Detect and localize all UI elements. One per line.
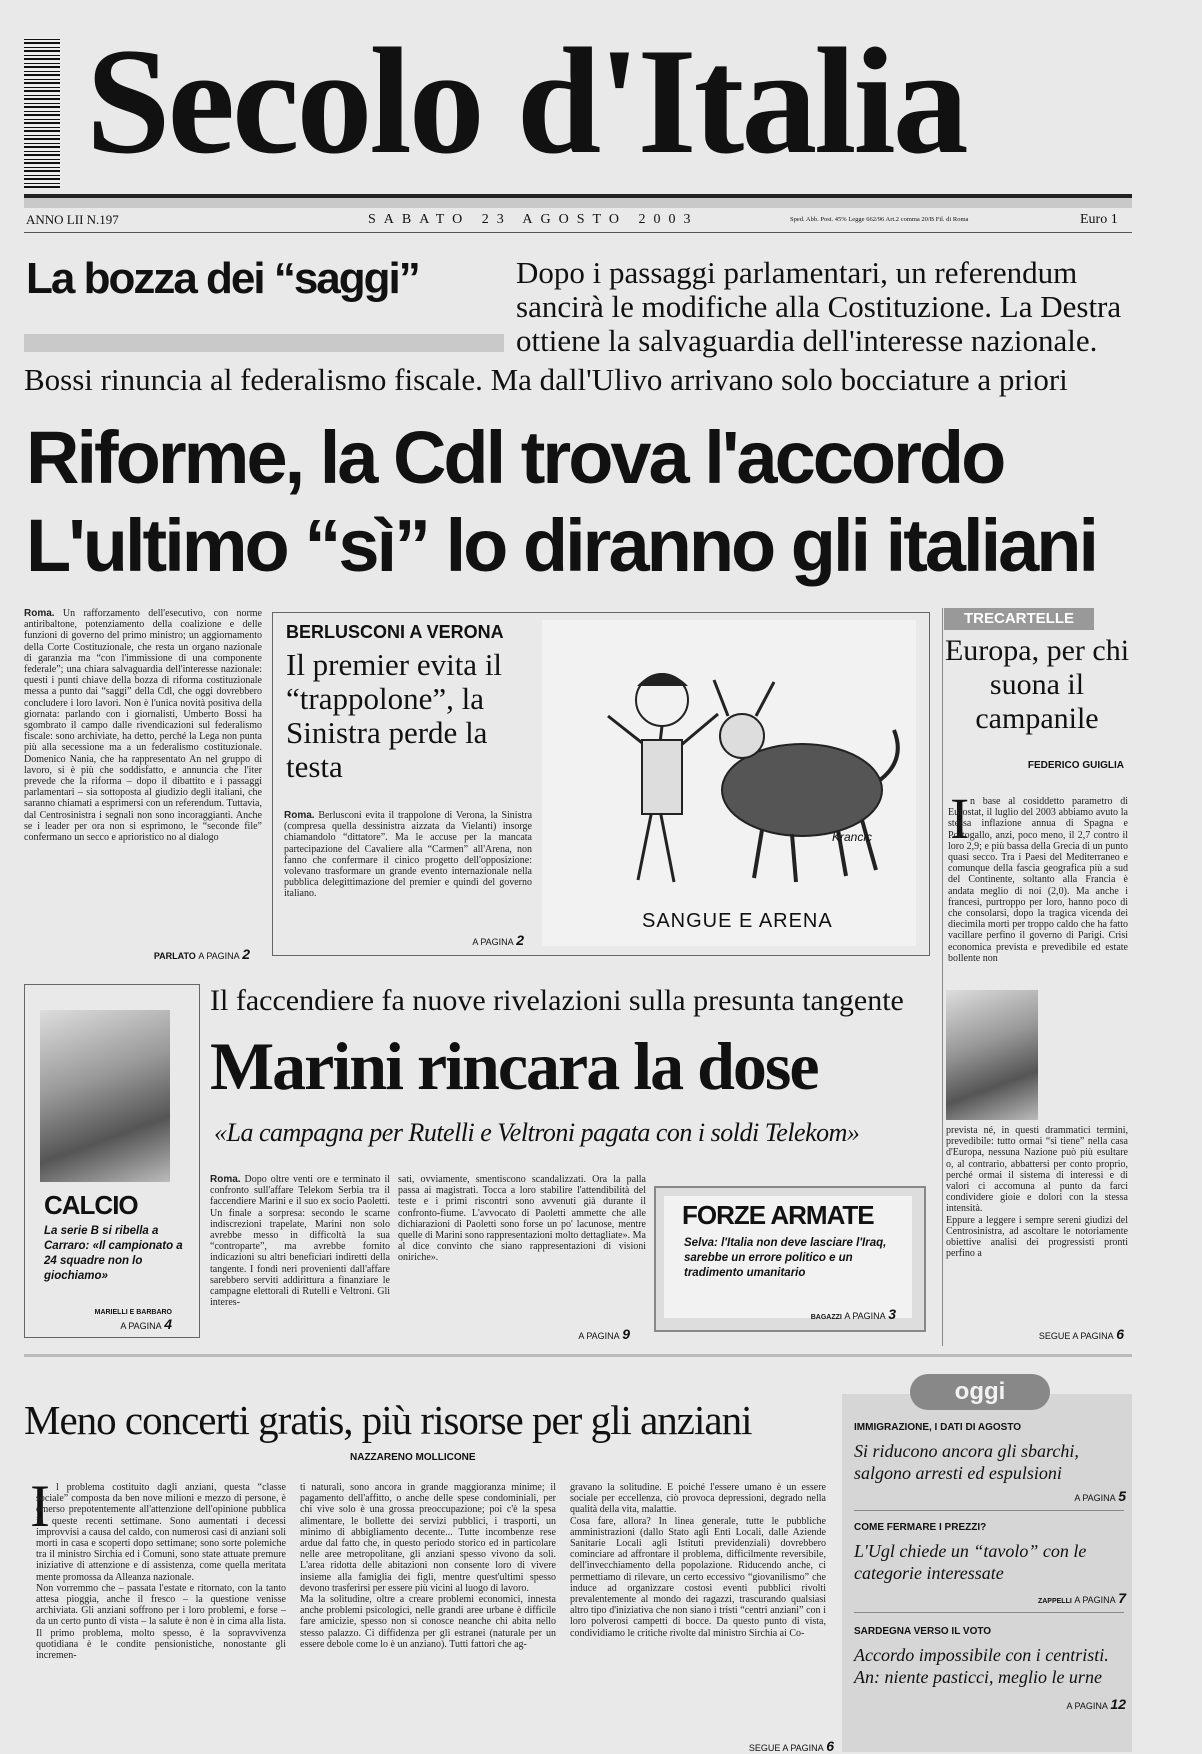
- issue-date: SABATO 23 AGOSTO 2003: [368, 212, 699, 227]
- anziani-body-col3: gravano la solitudine. E poiché l'essere umano è un essere sociale per eccellenza, ciò provoca depressioni, degrado nella qualità della vita, malattie. Cosa fare, allora? In linea generale, tutte le pubbliche amministrazioni (dallo Stato agli Enti Locali, dalle Aziende Sanitarie Locali agli Istituti previdenziali) dovrebbero cominciare ad affrontare il problema, difficilmente reversibile, dell'invecchiamento della popolazione. Riducendo anche, ci permettiamo di rilevare, un certo eccessivo “giovanilismo” che induce ad organizzare costosi eventi pubblici rivolti prevalentemente al mondo dei ragazzi, trascurando qualsiasi altro tipo d'iniziativa che non siano i tristi “centri anziani” con i loro polverosi campetti di bocce. Da questo punto di vista, condividiamo le critiche rivolte dal ministro Sirchia ai Co-: [570, 1482, 826, 1639]
- marini-page-ref: A PAGINA 9: [578, 1326, 630, 1342]
- cartoon: [542, 620, 916, 946]
- calcio-text: La serie B si ribella a Carraro: «Il campionato a 24 squadre non lo giochiamo»: [44, 1225, 183, 1282]
- marini-headline: Marini rincara la dose: [210, 1028, 818, 1104]
- marini-article: [210, 1174, 390, 1308]
- oggi-label: oggi: [910, 1374, 1050, 1410]
- section-divider: [24, 1354, 1132, 1357]
- trecartelle-dropcap: I: [950, 786, 970, 851]
- marini-body: Dopo oltre venti ore e terminato il confronto sull'affare Telekom Serbia tra il faccendiere Marini e il suo ex socio Paoletti. Un finale a sorpresa: secondo le scarne indiscrezioni trapelate, Marini non solo avrebbe messo in difficoltà la sua “controparte”, ma avrebbe fornito indicazioni su altri beneficiari indiretti della tangente. I fondi neri provenienti dall'affare sarebbero serviti addirittura a finanziare le campagne elettorali di Rutelli e Veltroni. Gli interes-: [210, 1174, 390, 1309]
- lead-body: Un rafforzamento dell'esecutivo, con norme antiribaltone, potenziamento della coalizione e delle funzioni di governo del primo ministro; un aggiornamento della Corte Costituzionale, che resta un organo nazionale di garanzia ma “con l'immissione di una componente federale”; una chiara salvaguardia dell'interesse nazionale: questi i punti chiave della bozza di riforma costituzionale messa a punto dai “saggi” della Cdl, che oggi dovrebbero concludere i loro lavori. Non è l'unica novità positiva della giornata: parlando con i giornalisti, Umberto Bossi ha sgombrato il campo dalle rivendicazioni sul federalismo fiscale: sono archiviate, ha detto, perché la Lega non punta più alla secessione ma a un federalismo costituzionale. Domenico Nania, che ha rappresentato An nel gruppo di lavoro, si è più che soddisfatto, e annuncia che l'iter prevede che la riforma – dopo il dibattito e i passaggi parlamentari – sia sottoposta al giudizio degli italiani, che saranno chiamati a esprimersi con un referendum. Tuttavia, dal Centrosinistra i segnali non sono incoraggianti. Anche se i leader per ora non si esprimono, le “seconde file” confermano un secco e aprioristico no al dialogo: [24, 608, 262, 844]
- oggi-item-2-text: L'Ugl chiede un “tavolo” con le categorie interessate: [854, 1541, 1087, 1583]
- cartoon-caption: SANGUE E ARENA: [642, 910, 833, 932]
- trecartelle-headline: Europa, per chi suona il campanile: [944, 634, 1130, 735]
- oggi-item-3-ref: A PAGINA 12: [1066, 1696, 1126, 1712]
- forze-title: FORZE ARMATE: [682, 1200, 874, 1230]
- lead-deck-second: Bossi rinuncia al federalismo fiscale. Ma dall'Ulivo arrivano solo bocciature a priori: [24, 362, 1068, 397]
- trecartelle-author: FEDERICO GUIGLIA: [1027, 760, 1124, 771]
- price: Euro 1: [1080, 212, 1118, 227]
- lead-byline-place: Roma.: [24, 608, 55, 619]
- barcode: [24, 38, 60, 188]
- lead-article: [24, 608, 262, 843]
- lead-page-ref: PARLATO A PAGINA 2: [153, 946, 250, 962]
- anziani-body-col1: l problema costituito dagli anziani, questa “classe sociale” composta da ben nove milioni e mezzo di persone, è emerso prepotentemente all'attenzione dell'opinione pubblica in queste recenti settimane. Sono aumentati i decessi improvvisi a causa del caldo, con numerosi casi di anziani soli morti in casa e scoperti dopo settimane; sono sorte polemiche tra il ministro Sirchia ed i Comuni, sono state attuate premure iniziative di attenzione e di assistenza, come quella meritata mente promossa da Alleanza nazionale. Non vorremmo che – passata l'estate e ritornato, con la tanto attesa pioggia, anche il fresco – la questione venisse archiviata. Gli anziani soffrono per i loro problemi, e forse – da un certo punto di vista – la salute è non è in cima alla lista. Il primo problema, molto spesso, è la sopravvivenza quotidiana è le condite pensionistiche, nonostante gli incremen-: [36, 1482, 286, 1662]
- berlusconi-body: Berlusconi evita il trappolone di Verona, la Sinistra (compresa quella dessinistra aizzata da Vielanti) insorge chiamandolo “dittatore”. Ma le accuse per la mancata partecipazione del Cavaliere alla “Carmen” all'Arena, non fanno che confermare il cinico progetto dell'opposizione: volevano trasformare un grande evento internazionale nella pubblica delegittimazione del premier e quindi del governo italiano.: [284, 810, 533, 900]
- oggi-item-2-kicker: COME FERMARE I PREZZI?: [854, 1522, 987, 1533]
- edition-number: ANNO LII N.197: [26, 212, 119, 227]
- lead-kicker-bar: [24, 334, 504, 352]
- postal-info: Sped. Abb. Post. 45% Legge 662/96 Art.2 comma 20/B Fil. di Roma: [790, 216, 969, 223]
- berlusconi-byline-place: Roma.: [284, 810, 315, 821]
- marini-deck: «La campagna per Rutelli e Veltroni pagata con i soldi Telekom»: [214, 1118, 860, 1147]
- lead-headline: Riforme, la Cdl trova l'accordo: [26, 416, 1004, 499]
- trecartelle-body: n base al cosiddetto parametro di Eurostat, il luglio del 2003 abbiamo avuto la stessa inflazione annua di Spagna e Portogallo, anzi, poco meno, il 2,7 contro il loro 2,9; e più bassa della Grecia di un punto quasi secco. Tra i Paesi del Mediterraneo e comunque della fascia geografica più a sud del Continente, soltanto alla Francia è andata meglio di noi (2,0). Ma anche i francesi, purtroppo per loro, hanno poco di che consolarsi, dopo la tragica vicenda dei diecimila morti per troppo caldo che ha fatto vacillare perfino il governo di Parigi. Crisi economica prevista e prevedibile ed estate bollente non: [948, 796, 1128, 964]
- anziani-author: NAZZARENO MOLLICONE: [350, 1452, 476, 1463]
- berlusconi-page-ref: A PAGINA 2: [472, 932, 524, 948]
- oggi-item-1-ref: A PAGINA 5: [1074, 1488, 1126, 1504]
- berlusconi-kicker: BERLUSCONI A VERONA: [286, 622, 504, 642]
- calcio-photo: [40, 1010, 170, 1182]
- oggi-item-3-text: Accordo impossibile con i centristi. An: niente pasticci, meglio le urne: [854, 1645, 1109, 1687]
- lead-headline-second: L'ultimo “sì” lo diranno gli italiani: [26, 504, 1097, 587]
- oggi-item-3-kicker: SARDEGNA VERSO IL VOTO: [854, 1626, 992, 1637]
- masthead-band: [24, 198, 1132, 208]
- cartoon-signature: Krancic: [832, 830, 873, 844]
- oggi-item-1-kicker: IMMIGRAZIONE, I DATI DI AGOSTO: [854, 1422, 1022, 1433]
- trecartelle-page-ref: SEGUE A PAGINA 6: [1038, 1326, 1124, 1342]
- masthead-title: Secolo d'Italia: [86, 17, 966, 185]
- forze-text: Selva: l'Italia non deve lasciare l'Iraq, sarebbe un errore politico e un tradimento umanitario: [684, 1237, 887, 1279]
- oggi-divider-1: [854, 1510, 1124, 1511]
- masthead-underline: [24, 232, 1132, 233]
- oggi-item-2-ref: ZAPPELLI A PAGINA 7: [1037, 1590, 1126, 1606]
- trecartelle-label: TRECARTELLE: [944, 608, 1094, 630]
- trecartelle-photo: [946, 990, 1038, 1120]
- trecartelle-body-continued: prevista né, in questi drammatici termini, prevedibile: tutto ormai “si tiene” nella casa d'Europa, nessuna Nazione può più esultare o, al contrario, abbattersi per conto proprio, perché ormai il sistema di interessi e di valori ci accomuna al punto da farci condividere gioie e dolori con la stessa intensità. Eppure a leggere i sempre sereni giudizi del Centrosinistra, ad ascoltare le notoriamente obiettive analisi dei progressisti pronti perfino a: [946, 1125, 1128, 1260]
- anziani-dropcap: I: [30, 1473, 50, 1539]
- oggi-divider-2: [854, 1612, 1124, 1613]
- anziani-body-col2: ti naturali, sono ancora in grande maggioranza minime; il pagamento dell'affitto, o anche delle spese condominiali, per chi vive solo è una grossa preoccupazione; poi c'è la spesa alimentare, le bollette dei servizi pubblici, i trasporti, un minimo di abbigliamento decente... Tutte incombenze rese ardue dal fatto che, in questo periodo storico ed in particolare nelle aree metropolitane, gli anziani spesso vivono da soli. L'area ridotta delle abitazioni non consente loro di vivere insieme alla famiglia dei figli, mentre quest'ultimi spesso devono trasferirsi per essere più vicini al luogo di lavoro. Ma la solitudine, oltre a creare problemi economici, innesta anche problemi psicologici, nelle grandi aree urbane è difficile fare amicizie, spesso non si conosce neanche chi abita nello stesso palazzo. Ci diffidenza per gli estranei (naturale per un essere debole come lo è un anziano). Tutti fattori che ag-: [300, 1482, 556, 1650]
- calcio-page-ref: MARIELLI E BARBARO A PAGINA 4: [94, 1309, 172, 1332]
- berlusconi-article: [284, 810, 532, 900]
- anziani-page-ref: SEGUE A PAGINA 6: [748, 1738, 834, 1754]
- lead-deck: Dopo i passaggi parlamentari, un referendum sancirà le modifiche alla Costituzione. La Destra ottiene la salvaguardia dell'interesse nazionale.: [516, 255, 1122, 358]
- forze-page-ref: BAGAZZI A PAGINA 3: [810, 1306, 896, 1322]
- lead-kicker: La bozza dei “saggi”: [26, 254, 419, 303]
- anziani-headline: Meno concerti gratis, più risorse per gli anziani: [24, 1397, 752, 1443]
- marini-byline-place: Roma.: [210, 1174, 241, 1185]
- marini-body-continued: sati, ovviamente, smentiscono scandalizzati. Ora la palla passa ai magistrati. Tocca a loro stabilire l'attendibilità del teste e i primi riscontri sono avvenuti già durante il confronto-fiume. L'avvocato di Paoletti ammette che alle dichiarazioni di Paoletti sono forse un po' lacunose, mentre quelle di Marini sono rappresentazioni molto dettagliate». Ma al dice convinto che siano rappresentazioni di visioni oniriche».: [398, 1174, 646, 1264]
- berlusconi-headline: Il premier evita il “trappolone”, la Sinistra perde la testa: [286, 647, 503, 784]
- oggi-item-1-text: Si riducono ancora gli sbarchi, salgono arresti ed espulsioni: [854, 1441, 1079, 1483]
- marini-kicker: Il faccendiere fa nuove rivelazioni sulla presunta tangente: [210, 984, 904, 1017]
- cartoon-drawing: [542, 620, 916, 946]
- calcio-title: CALCIO: [44, 1190, 138, 1220]
